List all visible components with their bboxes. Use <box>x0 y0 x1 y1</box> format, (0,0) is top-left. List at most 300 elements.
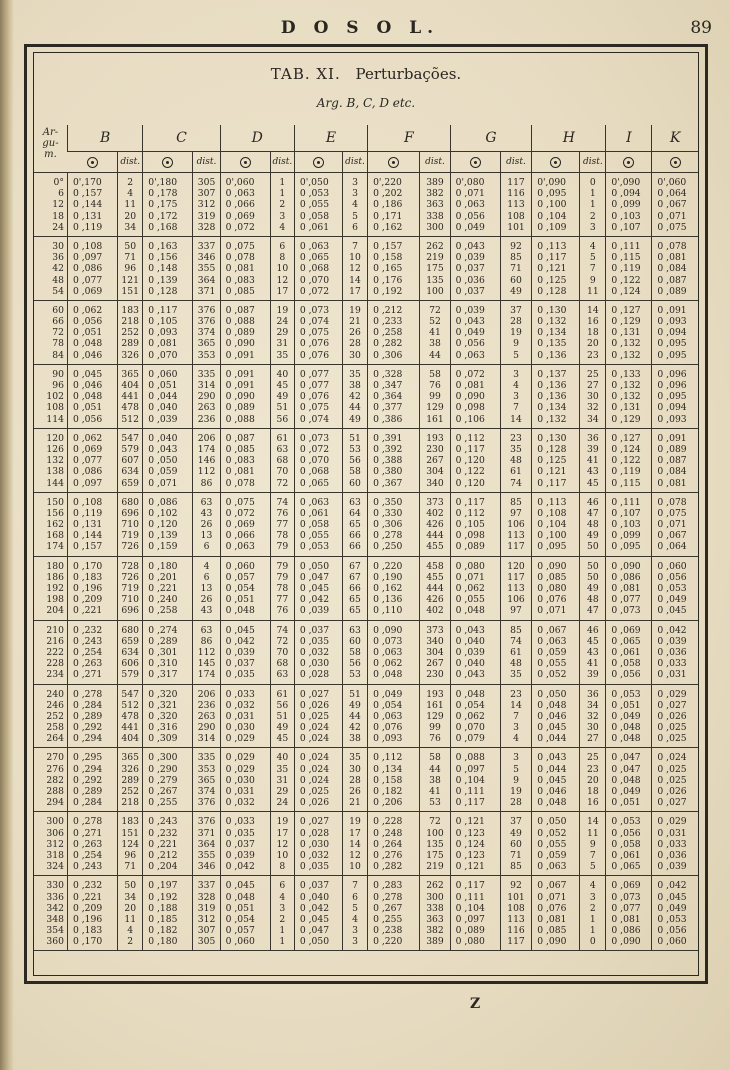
table-value: 0 ,040 <box>455 658 485 670</box>
dist-value: 326 <box>121 349 139 361</box>
dist-value: 1 <box>279 188 286 200</box>
table-value: 0 ,089 <box>225 402 255 414</box>
table-value: 0 ,026 <box>657 710 687 722</box>
dist-value: 43 <box>586 466 599 478</box>
table-value: 0 ,295 <box>72 752 103 764</box>
table-value: 0 ,044 <box>537 733 567 745</box>
table-value: 0 ,267 <box>148 786 178 797</box>
value-cell-g <box>450 492 500 556</box>
dist-value: 34 <box>124 891 137 903</box>
table-value: 0 ,113 <box>537 240 567 252</box>
table-value: 0 ,192 <box>373 285 403 297</box>
table-value: 0 ,095 <box>657 338 687 350</box>
dist-value: 51 <box>349 688 361 700</box>
argument-cell <box>34 300 67 364</box>
argument-value: 210 <box>46 624 64 636</box>
table-name: Perturbações. <box>355 65 462 83</box>
table-value: 0 ,090 <box>373 624 403 636</box>
table-value: 0 ,058 <box>299 519 330 531</box>
dist-value: 7 <box>513 710 519 722</box>
table-value: 0 ,115 <box>611 477 641 489</box>
table-value: 0 ,128 <box>537 443 567 455</box>
dist-cell-b <box>118 556 143 620</box>
dist-cell-f <box>420 428 450 492</box>
dist-value: 135 <box>426 838 444 850</box>
value-cell-h <box>532 876 580 951</box>
table-value: 0 ,388 <box>373 455 403 467</box>
dist-value: 116 <box>507 188 525 200</box>
table-value: 0 ,254 <box>72 849 103 861</box>
dist-value: 340 <box>426 477 444 489</box>
argument-value: 192 <box>46 583 64 594</box>
dist-cell-g <box>500 492 531 556</box>
dist-value: 3 <box>513 752 519 764</box>
table-value: 0 ,097 <box>455 763 485 775</box>
value-cell-f <box>368 812 420 876</box>
table-value: 0 ,045 <box>299 583 330 594</box>
value-cell-c <box>143 364 193 428</box>
table-value: 0 ,086 <box>148 496 178 508</box>
argument-cell <box>34 684 67 748</box>
dist-value: 19 <box>510 786 522 797</box>
table-value: 0 ,090 <box>225 391 255 403</box>
dist-value: 77 <box>276 519 289 531</box>
table-value: 0 ,033 <box>225 816 255 828</box>
dist-value: 30 <box>586 722 599 734</box>
dist-value: 6 <box>352 221 358 233</box>
dist-cell-f <box>420 300 450 364</box>
table-value: 0 ,096 <box>657 368 687 380</box>
table-value: 0 ,072 <box>455 368 485 380</box>
dist-value: 46 <box>586 624 599 636</box>
table-value: 0 ,035 <box>299 635 330 647</box>
dist-cell-c <box>193 173 220 237</box>
table-value: 0 ,127 <box>611 432 641 444</box>
dist-value: 30 <box>349 763 361 775</box>
table-value: 0 ,139 <box>148 274 178 286</box>
table-row-group <box>34 620 698 684</box>
table-value: 0 ,030 <box>225 722 255 734</box>
table-value: 0 ,061 <box>611 646 641 658</box>
dist-value: 34 <box>586 413 599 425</box>
sun-symbol-cell <box>450 152 500 173</box>
table-value: 0 ,053 <box>611 688 641 700</box>
dist-cell-g <box>500 428 531 492</box>
dist-value: 60 <box>510 274 522 286</box>
table-value: 0 ,115 <box>611 252 641 264</box>
table-value: 0 ,136 <box>373 594 403 606</box>
dist-value: 79 <box>276 560 289 572</box>
dist-cell-d <box>270 684 294 748</box>
value-cell-g <box>450 236 500 300</box>
table-row-group <box>34 364 698 428</box>
dist-value: 7 <box>589 849 596 861</box>
dist-cell-f <box>420 173 450 237</box>
table-value: 0 ,221 <box>72 605 103 617</box>
dist-value: 47 <box>586 605 599 617</box>
dist-value: 659 <box>121 477 139 489</box>
table-value: 0 ,069 <box>72 443 103 455</box>
table-value: 0 ,047 <box>299 571 330 583</box>
dist-value: 236 <box>197 699 216 711</box>
dist-value: 340 <box>426 635 444 647</box>
dist-value: 58 <box>429 368 441 380</box>
dist-value: 1 <box>589 188 596 200</box>
table-value: 0 ,081 <box>225 263 255 275</box>
table-value: 0 ,062 <box>455 583 485 594</box>
table-value: 0 ,078 <box>225 477 255 489</box>
table-value: 0 ,119 <box>72 221 103 233</box>
table-value: 0 ,033 <box>225 688 255 700</box>
dist-value: 3 <box>513 391 519 403</box>
argument-value: 288 <box>46 786 64 797</box>
dist-value: 38 <box>429 774 441 786</box>
table-value: 0 ,029 <box>657 688 687 700</box>
table-value: 0 ,077 <box>299 368 330 380</box>
dist-cell-c <box>193 492 220 556</box>
value-cell-k <box>652 300 698 364</box>
dist-value: 382 <box>426 188 444 200</box>
table-value: 0 ,061 <box>299 221 330 233</box>
value-cell-k <box>652 876 698 951</box>
value-cell-g <box>450 300 500 364</box>
dist-value: 3 <box>589 891 596 903</box>
table-value: 0 ,025 <box>657 774 687 786</box>
signature-mark: Z <box>470 996 481 1012</box>
argument-cell <box>34 556 67 620</box>
table-value: 0 ,066 <box>225 199 255 211</box>
table-value: 0 ,086 <box>611 571 641 583</box>
table-value: 0 ,063 <box>455 199 485 211</box>
argument-value: 276 <box>46 763 64 775</box>
value-cell-e <box>294 748 342 812</box>
dist-value: 49 <box>349 413 361 425</box>
table-value: 0 ,119 <box>72 507 103 519</box>
dist-cell-d <box>270 556 294 620</box>
dist-value: 35 <box>349 368 361 380</box>
dist-value: 579 <box>121 669 139 681</box>
table-value: 0 ,060 <box>225 936 255 948</box>
argument-value: 198 <box>46 594 64 606</box>
argument-value: 216 <box>46 635 64 647</box>
table-value: 0',170 <box>72 177 102 188</box>
table-value: 0 ,090 <box>537 560 567 572</box>
value-cell-k <box>652 620 698 684</box>
value-cell-i <box>606 173 652 237</box>
dist-value: 71 <box>124 252 137 264</box>
table-value: 0 ,182 <box>148 925 178 937</box>
dist-value: 365 <box>197 774 216 786</box>
dist-value: 56 <box>349 455 361 467</box>
dist-value: 28 <box>349 774 361 786</box>
table-value: 0 ,271 <box>72 669 103 681</box>
table-value: 0 ,037 <box>225 658 255 670</box>
dist-cell-h <box>580 173 606 237</box>
table-value: 0 ,043 <box>455 240 485 252</box>
sun-icon <box>240 157 251 168</box>
value-cell-k <box>652 556 698 620</box>
value-cell-h <box>532 428 580 492</box>
table-value: 0 ,087 <box>657 455 687 467</box>
value-cell-f <box>368 428 420 492</box>
table-value: 0 ,180 <box>148 560 178 572</box>
dist-cell-h <box>580 556 606 620</box>
dist-value: 74 <box>510 635 522 647</box>
table-value: 0 ,264 <box>373 838 403 850</box>
table-value: 0 ,057 <box>225 925 255 937</box>
table-value: 0 ,104 <box>455 902 485 914</box>
dist-value: 18 <box>586 327 599 339</box>
table-value: 0 ,024 <box>299 733 330 745</box>
table-value: 0 ,043 <box>148 443 178 455</box>
value-cell-h <box>532 492 580 556</box>
table-value: 0 ,117 <box>455 880 485 892</box>
value-cell-i <box>606 492 652 556</box>
dist-value: 76 <box>429 380 441 391</box>
table-value: 0 ,032 <box>299 646 330 658</box>
dist-value: 14 <box>349 274 361 286</box>
dist-value: 289 <box>121 338 139 350</box>
table-value: 0 ,159 <box>148 541 178 553</box>
table-value: 0 ,051 <box>72 402 103 414</box>
value-cell-k <box>652 428 698 492</box>
dist-cell-b <box>118 492 143 556</box>
table-value: 0 ,088 <box>225 413 255 425</box>
dist-value: 63 <box>349 496 361 508</box>
dist-value: 174 <box>197 443 216 455</box>
table-value: 0 ,243 <box>72 635 103 647</box>
dist-value: 63 <box>200 624 213 636</box>
argument-value: 60 <box>52 304 64 316</box>
dist-value: 72 <box>429 816 441 828</box>
table-value: 0 ,202 <box>373 188 403 200</box>
table-value: 0 ,148 <box>148 263 178 275</box>
table-value: 0 ,301 <box>148 646 178 658</box>
table-value: 0 ,048 <box>537 797 567 809</box>
perturbation-table <box>34 125 698 951</box>
dist-cell-e <box>342 364 367 428</box>
table-value: 0 ,071 <box>148 477 178 489</box>
table-value: 0 ,135 <box>537 338 567 350</box>
table-value: 0 ,048 <box>225 891 255 903</box>
table-value: 0 ,111 <box>455 786 485 797</box>
dist-value: 455 <box>426 571 444 583</box>
table-value: 0 ,107 <box>611 507 641 519</box>
table-value: 0 ,121 <box>455 816 485 828</box>
dist-cell-e <box>342 556 367 620</box>
argument-cell <box>34 748 67 812</box>
table-value: 0 ,048 <box>611 774 641 786</box>
table-value: 0 ,053 <box>657 913 687 925</box>
table-value: 0 ,131 <box>72 210 103 222</box>
dist-value: 66 <box>349 583 361 594</box>
dist-cell-b <box>118 236 143 300</box>
dist-cell-b <box>118 812 143 876</box>
table-value: 0 ,221 <box>148 838 178 850</box>
value-cell-c <box>143 300 193 364</box>
dist-value: 9 <box>589 838 596 850</box>
dist-cell-g <box>500 876 531 951</box>
table-value: 0 ,065 <box>611 635 641 647</box>
table-value: 0 ,083 <box>225 274 255 286</box>
dist-value: 218 <box>121 316 139 328</box>
value-cell-b <box>67 428 117 492</box>
table-value: 0 ,089 <box>657 443 687 455</box>
dist-value: 353 <box>197 349 216 361</box>
dist-value: 5 <box>513 349 519 361</box>
dist-value: 117 <box>507 177 525 188</box>
dist-value: 335 <box>197 752 216 764</box>
dist-value: 23 <box>510 432 522 444</box>
table-value: 0 ,031 <box>225 710 255 722</box>
dist-value: 39 <box>586 443 599 455</box>
argument-value: 102 <box>46 391 64 403</box>
sun-icon <box>470 157 481 168</box>
dist-value: 606 <box>121 658 139 670</box>
dist-value: 79 <box>276 571 289 583</box>
table-value: 0 ,073 <box>299 304 330 316</box>
table-value: 0 ,040 <box>148 402 178 414</box>
dist-value: 65 <box>349 594 361 606</box>
sun-symbol-cell <box>143 152 193 173</box>
table-value: 0 ,081 <box>537 913 567 925</box>
table-row-group <box>34 428 698 492</box>
dist-value: 290 <box>197 722 216 734</box>
table-inner-frame <box>33 52 699 976</box>
table-value: 0',050 <box>299 177 329 188</box>
dist-value: 52 <box>429 316 441 328</box>
value-cell-d <box>220 492 270 556</box>
dist-cell-d <box>270 236 294 300</box>
table-value: 0 ,087 <box>225 432 255 444</box>
table-value: 0',090 <box>537 177 567 188</box>
dist-value: 32 <box>586 402 599 414</box>
dist-header: dist. <box>500 152 531 173</box>
dist-value: 39 <box>586 669 599 681</box>
dist-cell-h <box>580 364 606 428</box>
arg-label-line: gu- <box>42 138 59 150</box>
dist-value: 76 <box>276 605 289 617</box>
table-value: 0 ,097 <box>72 477 103 489</box>
dist-value: 45 <box>276 380 289 391</box>
argument-value: 162 <box>46 519 64 531</box>
table-value: 0 ,157 <box>72 541 103 553</box>
table-value: 0 ,117 <box>148 304 178 316</box>
argument-value: 186 <box>46 571 64 583</box>
dist-value: 346 <box>197 861 216 873</box>
table-value: 0 ,081 <box>611 913 641 925</box>
dist-value: 38 <box>349 733 361 745</box>
table-value: 0 ,062 <box>455 710 485 722</box>
dist-value: 371 <box>197 827 216 839</box>
table-value: 0 ,089 <box>657 285 687 297</box>
table-value: 0 ,042 <box>299 594 330 606</box>
table-value: 0 ,132 <box>611 338 641 350</box>
dist-value: 364 <box>197 838 216 850</box>
dist-value: 326 <box>121 763 139 775</box>
dist-value: 355 <box>197 263 216 275</box>
value-cell-e <box>294 556 342 620</box>
dist-value: 32 <box>586 710 599 722</box>
dist-value: 35 <box>349 752 361 764</box>
dist-value: 74 <box>510 477 522 489</box>
table-value: 0 ,032 <box>299 849 330 861</box>
dist-value: 373 <box>426 496 444 508</box>
table-value: 0 ,050 <box>537 816 567 828</box>
table-value: 0 ,091 <box>225 368 255 380</box>
dist-value: 337 <box>197 240 216 252</box>
table-value: 0 ,133 <box>611 368 641 380</box>
table-value: 0 ,176 <box>373 274 403 286</box>
table-value: 0 ,035 <box>225 827 255 839</box>
dist-value: 14 <box>349 838 361 850</box>
table-value: 0 ,075 <box>299 402 330 414</box>
table-value: 0 ,046 <box>72 380 103 391</box>
table-value: 0 ,107 <box>611 221 641 233</box>
dist-cell-f <box>420 492 450 556</box>
dist-value: 4 <box>127 925 134 937</box>
dist-value: 36 <box>586 688 599 700</box>
dist-cell-c <box>193 300 220 364</box>
dist-cell-b <box>118 300 143 364</box>
dist-value: 117 <box>507 541 525 553</box>
dist-value: 43 <box>586 646 599 658</box>
table-value: 0 ,086 <box>611 925 641 937</box>
dist-value: 14 <box>510 699 522 711</box>
column-header-d: D <box>220 125 294 152</box>
table-value: 0 ,037 <box>455 263 485 275</box>
table-value: 0 ,185 <box>148 913 178 925</box>
dist-value: 79 <box>276 541 289 553</box>
dist-value: 35 <box>510 669 522 681</box>
table-row-group <box>34 684 698 748</box>
dist-value: 20 <box>124 210 137 222</box>
table-value: 0 ,081 <box>148 338 178 350</box>
dist-value: 70 <box>276 466 289 478</box>
dist-value: 100 <box>426 827 444 839</box>
dist-value: 365 <box>121 752 139 764</box>
dist-value: 43 <box>200 605 213 617</box>
sun-icon <box>313 157 324 168</box>
table-value: 0 ,122 <box>611 455 641 467</box>
value-cell-h <box>532 684 580 748</box>
dist-header: dist. <box>580 152 606 173</box>
dist-cell-f <box>420 684 450 748</box>
table-value: 0 ,112 <box>455 507 485 519</box>
dist-cell-e <box>342 428 367 492</box>
argument-value: 150 <box>46 496 64 508</box>
dist-value: 6 <box>352 891 358 903</box>
dist-value: 85 <box>510 252 522 264</box>
dist-value: 8 <box>279 252 286 264</box>
table-value: 0 ,032 <box>225 797 255 809</box>
dist-value: 67 <box>349 560 361 572</box>
table-value: 0 ,068 <box>299 466 330 478</box>
table-value: 0 ,081 <box>657 252 687 264</box>
argument-cell <box>34 173 67 237</box>
dist-value: 444 <box>426 583 444 594</box>
table-value: 0 ,063 <box>299 240 330 252</box>
argument-value: 180 <box>46 560 64 572</box>
value-cell-g <box>450 173 500 237</box>
dist-value: 44 <box>429 763 441 775</box>
value-cell-b <box>67 876 117 951</box>
table-value: 0 ,103 <box>611 519 641 531</box>
value-cell-k <box>652 684 698 748</box>
table-value: 0 ,283 <box>373 880 403 892</box>
dist-value: 338 <box>426 902 444 914</box>
table-value: 0 ,130 <box>537 432 567 444</box>
